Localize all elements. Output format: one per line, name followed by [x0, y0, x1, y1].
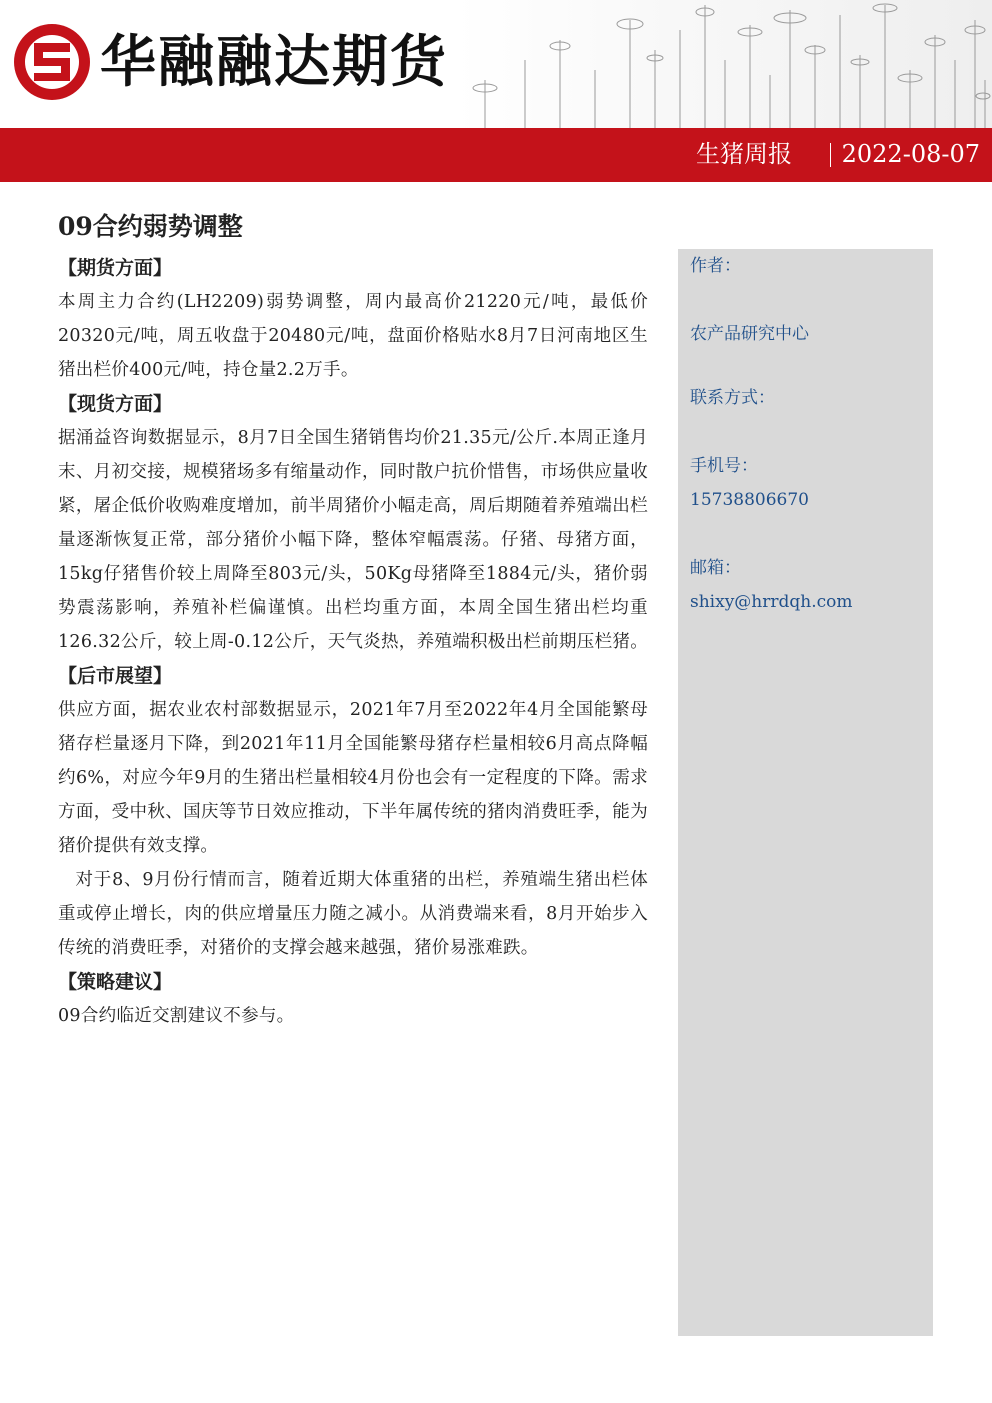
paragraph-strategy: 09合约临近交割建议不参与。	[58, 1006, 295, 1026]
decorative-pattern	[455, 0, 992, 128]
section-heading-strategy: 【策略建议】	[58, 971, 173, 993]
section-heading-outlook: 【后市展望】	[58, 665, 173, 687]
phone-value: 15738806670	[690, 490, 809, 510]
paragraph-outlook-supply: 供应方面，据农业农村部数据显示，2021年7月至2022年4月全国能繁母猪存栏量逐月下降，到2021年11月全国能繁母猪存栏量相较6月高点降幅约6%，对应今年9月的生猪出栏量相较4月份也会有一定程度的下降。需求方面，受中秋、国庆等节日效应推动，下半年属传统的猪肉消费旺季，能为猪价提供有效支撑。	[58, 700, 648, 856]
report-type: 生猪周报	[696, 140, 792, 168]
section-heading-spot: 【现货方面】	[58, 393, 173, 415]
report-header	[0, 0, 992, 182]
paragraph-futures: 本周主力合约(LH2209)弱势调整，周内最高价21220元/吨，最低价20320元/吨，周五收盘于20480元/吨，盘面价格贴水8月7日河南地区生猪出栏价400元/吨，持仓量2.2万手。	[58, 292, 648, 380]
article-body	[58, 205, 648, 1033]
article-title: 09合约弱势调整	[58, 212, 243, 241]
email-value: shixy@hrrdqh.com	[690, 592, 853, 612]
report-date: 2022-08-07	[841, 140, 980, 168]
email-label: 邮箱：	[690, 558, 741, 578]
author-label: 作者：	[690, 256, 741, 276]
author-sidebar	[678, 249, 933, 1336]
company-logo-icon	[12, 22, 92, 102]
section-heading-futures: 【期货方面】	[58, 257, 173, 279]
author-value: 农产品研究中心	[690, 324, 809, 344]
contact-label: 联系方式：	[690, 388, 775, 408]
phone-label: 手机号：	[690, 456, 758, 476]
company-name: 华融融达期货	[100, 30, 448, 95]
header-divider	[830, 143, 831, 167]
paragraph-spot: 据涌益咨询数据显示，8月7日全国生猪销售均价21.35元/公斤.本周正逢月末、月初交接，规模猪场多有缩量动作，同时散户抗价惜售，市场供应量收紧，屠企低价收购难度增加，前半周猪价小幅走高，周后期随着养殖端出栏量逐渐恢复正常，部分猪价小幅下降，整体窄幅震荡。仔猪、母猪方面，15kg仔猪售价较上周降至803元/头，50Kg母猪降至1884元/头，猪价弱势震荡影响，养殖补栏偏谨慎。出栏均重方面，本周全国生猪出栏均重126.32公斤，较上周-0.12公斤，天气炎热，养殖端积极出栏前期压栏猪。	[58, 428, 649, 652]
paragraph-outlook-market: 对于8、9月份行情而言，随着近期大体重猪的出栏，养殖端生猪出栏体重或停止增长，肉的供应增量压力随之减小。从消费端来看，8月开始步入传统的消费旺季，对猪价的支撑会越来越强，猪价易涨难跌。	[58, 870, 648, 958]
